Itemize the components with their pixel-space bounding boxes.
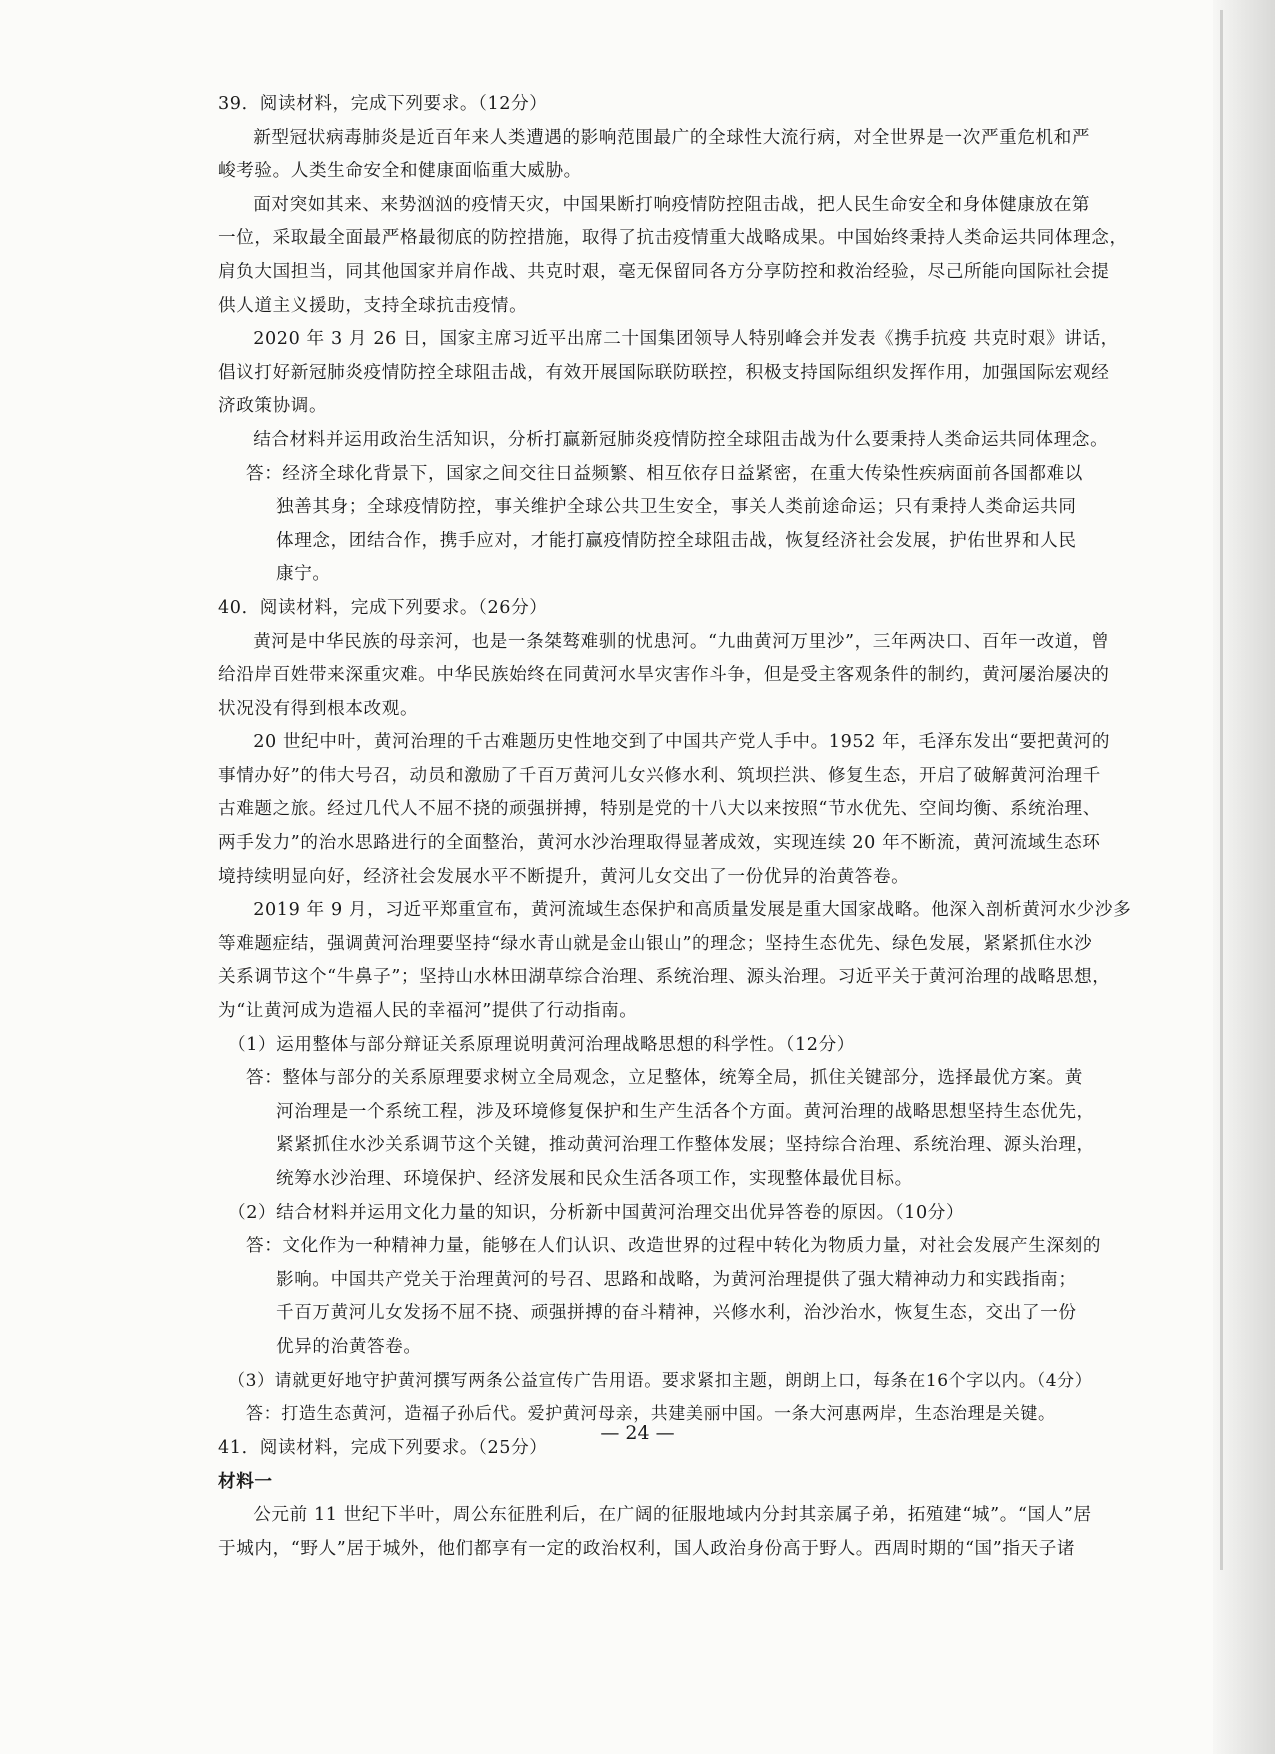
- answer-line: 河治理是一个系统工程，涉及环境修复保护和生产生活各个方面。黄河治理的战略思想坚持生态优先，: [276, 1101, 1095, 1122]
- q40-sub1-answer: [218, 1062, 1146, 1196]
- answer-line: 紧紧抓住水沙关系调节这个关键，推动黄河治理工作整体发展；坚持综合治理、系统治理、源头治理，: [276, 1135, 1095, 1156]
- q40-sub1-question: （1）运用整体与部分辩证关系原理说明黄河治理战略思想的科学性。（12分）: [228, 1034, 855, 1055]
- q39-paragraph-3: [218, 323, 1146, 424]
- answer-line: 独善其身；全球疫情防控，事关维护全球公共卫生安全，事关人类前途命运；只有秉持人类命运共同: [276, 497, 1077, 518]
- text-line: 济政策协调。: [218, 396, 328, 417]
- q40-paragraph-1: [218, 626, 1146, 727]
- scan-edge-line: [1220, 10, 1223, 1570]
- text-line: 肩负大国担当，同其他国家并肩作战、共克时艰，毫无保留同各方分享防控和救治经验，尽己所能向国际社会提: [218, 261, 1110, 282]
- q40-sub2-answer: [218, 1230, 1146, 1364]
- q40-sub3-question: （3）请就更好地守护黄河撰写两条公益宣传广告用语。要求紧扣主题，朗朗上口，每条在16个字以内。（4分）: [228, 1370, 1093, 1391]
- text-line: 新型冠状病毒肺炎是近百年来人类遭遇的影响范围最广的全球性大流行病，对全世界是一次严重危机和严: [253, 127, 1091, 148]
- text-line: 峻考验。人类生命安全和健康面临重大威胁。: [218, 161, 582, 182]
- text-line: 面对突如其来、来势汹汹的疫情天灾，中国果断打响疫情防控阻击战，把人民生命安全和身体健康放在第: [253, 194, 1091, 215]
- q40-sub3-answer: 答：打造生态黄河，造福子孙后代。爱护黄河母亲，共建美丽中国。一条大河惠两岸，生态治理是关键。: [246, 1404, 1056, 1425]
- text-line: 于城内，“野人”居于城外，他们都享有一定的政治权利，国人政治身份高于野人。西周时期的“国”指天子诸: [218, 1538, 1076, 1559]
- answer-line: 统筹水沙治理、环境保护、经济发展和民众生活各项工作，实现整体最优目标。: [276, 1169, 913, 1189]
- question-40: [218, 592, 1146, 1432]
- text-line: 一位，采取最全面最严格最彻底的防控措施，取得了抗击疫情重大战略成果。中国始终秉持人类命运共同体理念，: [218, 228, 1128, 249]
- text-line: 状况没有得到根本改观。: [218, 698, 419, 719]
- q39-answer: [218, 458, 1146, 592]
- q39-question: 结合材料并运用政治生活知识，分析打赢新冠肺炎疫情防控全球阻击战为什么要秉持人类命运共同体理念。: [253, 429, 1109, 450]
- text-line: 两手发力”的治水思路进行的全面整治，黄河水沙治理取得显著成效，实现连续 20 年不断流，黄河流域生态环: [218, 833, 1101, 854]
- answer-line: 答：文化作为一种精神力量，能够在人们认识、改造世界的过程中转化为物质力量，对社会发展产生深刻的: [246, 1236, 1102, 1257]
- text-line: 境持续明显向好，经济社会发展水平不断提升，黄河儿女交出了一份优异的治黄答卷。: [218, 866, 910, 887]
- text-line: 关系调节这个“牛鼻子”；坚持山水林田湖草综合治理、系统治理、源头治理。习近平关于黄河治理的战略思想，: [218, 967, 1111, 988]
- text-line: 给沿岸百姓带来深重灾难。中华民族始终在同黄河水旱灾害作斗争，但是受主客观条件的制约，黄河屡治屡决的: [218, 665, 1110, 686]
- question-39-header: 39．阅读材料，完成下列要求。（12分）: [218, 94, 548, 114]
- text-line: 为“让黄河成为造福人民的幸福河”提供了行动指南。: [218, 1001, 638, 1022]
- q40-paragraph-3: [218, 894, 1146, 1028]
- q41-paragraph-1: [218, 1499, 1146, 1566]
- answer-line: 影响。中国共产党关于治理黄河的号召、思路和战略，为黄河治理提供了强大精神动力和实践指南；: [276, 1269, 1077, 1290]
- page-number: — 24 —: [600, 1422, 675, 1444]
- text-line: 公元前 11 世纪下半叶，周公东征胜利后，在广阔的征服地域内分封其亲属子弟，拓殖建“城”。“国人”居: [253, 1504, 1092, 1525]
- text-line: 2019 年 9 月，习近平郑重宣布，黄河流域生态保护和高质量发展是重大国家战略。他深入剖析黄河水少沙多: [253, 900, 1132, 921]
- q39-paragraph-1: [218, 122, 1146, 189]
- q40-sub2-question: （2）结合材料并运用文化力量的知识，分析新中国黄河治理交出优异答卷的原因。（10分）: [228, 1202, 965, 1223]
- document-page: [218, 88, 1146, 1566]
- answer-line: 优异的治黄答卷。: [276, 1336, 422, 1357]
- answer-line: 答：经济全球化背景下，国家之间交往日益频繁、相互依存日益紧密，在重大传染性疾病面前各国都难以: [246, 463, 1083, 484]
- text-line: 倡议打好新冠肺炎疫情防控全球阻击战，有效开展国际联防联控，积极支持国际组织发挥作用，加强国际宏观经: [218, 362, 1110, 383]
- question-41: [218, 1432, 1146, 1566]
- answer-line: 答：整体与部分的关系原理要求树立全局观念，立足整体，统筹全局，抓住关键部分，选择最优方案。黄: [246, 1068, 1083, 1089]
- text-line: 等难题症结，强调黄河治理要坚持“绿水青山就是金山银山”的理念；坚持生态优先、绿色发展，紧紧抓住水沙: [218, 933, 1093, 954]
- material-label: 材料一: [218, 1471, 273, 1493]
- text-line: 20 世纪中叶，黄河治理的千古难题历史性地交到了中国共产党人手中。1952 年，毛泽东发出“要把黄河的: [253, 732, 1111, 753]
- text-line: 事情办好”的伟大号召，动员和激励了千百万黄河儿女兴修水利、筑坝拦洪、修复生态，开启了破解黄河治理千: [218, 765, 1101, 786]
- answer-line: 千百万黄河儿女发扬不屈不挠、顽强拼搏的奋斗精神，兴修水利，治沙治水，恢复生态，交出了一份: [276, 1303, 1077, 1324]
- text-line: 古难题之旅。经过几代人不屈不挠的顽强拼搏，特别是党的十八大以来按照“节水优先、空间均衡、系统治理、: [218, 799, 1101, 820]
- text-line: 供人道主义援助，支持全球抗击疫情。: [218, 295, 528, 316]
- q40-paragraph-2: [218, 726, 1146, 894]
- question-41-header: 41．阅读材料，完成下列要求。（25分）: [218, 1437, 548, 1458]
- text-line: 黄河是中华民族的母亲河，也是一条桀骜难驯的忧患河。“九曲黄河万里沙”，三年两决口、百年一改道，曾: [253, 631, 1110, 652]
- question-39: [218, 88, 1146, 592]
- q39-paragraph-2: [218, 189, 1146, 323]
- answer-line: 体理念，团结合作，携手应对，才能打赢疫情防控全球阻击战，恢复经济社会发展，护佑世界和人民: [276, 530, 1077, 551]
- answer-line: 康宁。: [276, 564, 331, 585]
- question-40-header: 40．阅读材料，完成下列要求。（26分）: [218, 597, 548, 618]
- text-line: 2020 年 3 月 26 日，国家主席习近平出席二十国集团领导人特别峰会并发表《携手抗疫 共克时艰》讲话，: [253, 329, 1119, 350]
